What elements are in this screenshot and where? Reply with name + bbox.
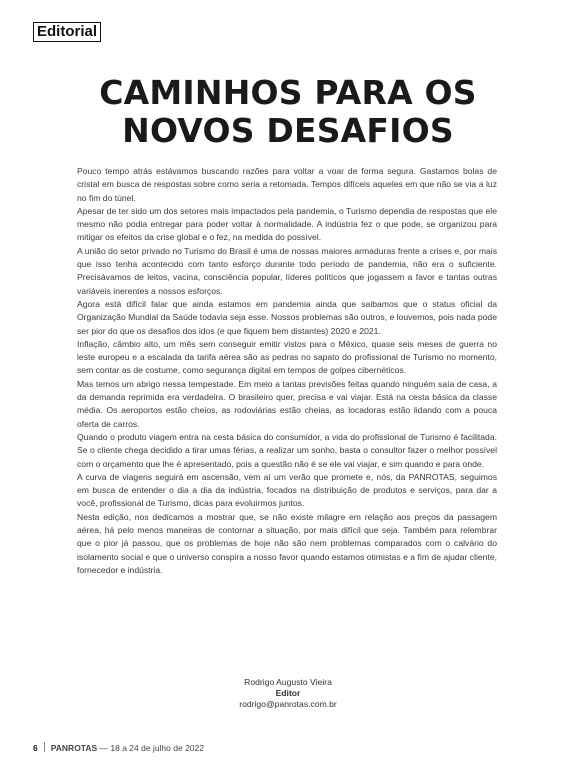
article-paragraph: Inflação, câmbio alto, um mês sem conseguir emitir vistos para o México, quase seis meses de guerra no leste europeu e a escalada da tarifa aérea são as pedras no sapato do profissional de Turismo no momento, sem contar as de costume, como segurança digital em tempos de golpes cibernéticos. — [77, 338, 497, 376]
article-headline — [0, 74, 576, 150]
article-body — [77, 165, 497, 577]
article-paragraph: Pouco tempo atrás estávamos buscando razões para voltar a voar de forma segura. Gastamos bolas de cristal em busca de respostas sobre como seria a retomada. Tempos difíceis aqueles em que não se via a luz no fim do túnel. — [77, 166, 497, 203]
article-paragraph: Mas temos um abrigo nessa tempestade. Em meio a tantas previsões feitas quando ninguém saía de casa, a da demanda reprimida era verdadeira. O brasileiro quer, precisa e vai viajar. Está na cesta básica da classe média. Os aeroportos estão cheios, as rodoviárias estão cheias, as locadoras estão lidando com a pouca oferta de carros. — [77, 378, 497, 429]
author-name: Rodrigo Augusto Vieira — [244, 677, 332, 687]
edition-date: — 18 a 24 de julho de 2022 — [97, 743, 204, 753]
article-paragraph: Quando o produto viagem entra na cesta básica do consumidor, a vida do profissional de Turismo é facilitada. Se o cliente chega decidido a tirar umas férias, a realizar um sonho, basta o consultor fazer o melhor possível com o orçamento que lhe é apresentado, pois a questão não é se ele vai viajar, e sim quando e para onde. — [77, 431, 497, 469]
section-label: Editorial — [33, 22, 101, 42]
publication-name: PANROTAS — [50, 743, 98, 753]
page-number: 6 — [33, 743, 38, 753]
page-footer — [33, 742, 204, 753]
article-paragraph: Agora está difícil falar que ainda estamos em pandemia ainda que saibamos que o status oficial da Organização Mundial da Saúde todavia seja esse. Nossos problemas são outros, e louvemos, pois nada pode ser pior do que os desafios dos idos (e que fiquem bem distantes) 2020 e 2021. — [77, 298, 497, 336]
article-paragraph: A união do setor privado no Turismo do Brasil é uma de nossas maiores armaduras frente a crises e, por mais que isso tenha acontecido com tanto esforço durante todo período de pandemia, não era o suficiente. Precisávamos de leitos, vacina, consciência popular, líderes políticos que jogassem a favor e tantas outras variáveis inerentes a nossos esforços. — [77, 245, 497, 296]
headline-line-1: CAMINHOS PARA OS — [99, 73, 477, 112]
author-email[interactable]: rodrigo@panrotas.com.br — [239, 699, 337, 709]
author-signature — [0, 677, 576, 710]
footer-divider — [44, 742, 45, 752]
headline-line-2: NOVOS DESAFIOS — [122, 111, 454, 150]
article-paragraph: A curva de viagens seguirá em ascensão, vem aí um verão que promete e, nós, da PANROTAS, seguimos em busca de entender o dia a dia da indústria, focados na distribuição de produtos e serviços, para dar a você, profissional de Turismo, dicas para evoluirmos juntos. — [77, 471, 497, 509]
article-paragraph: Nesta edição, nos dedicamos a mostrar que, se não existe milagre em relação aos preços da passagem aérea, há pelo menos maneiras de contornar a situação, por mais difícil que seja. Também para relembrar que o pior já passou, que os problemas de hoje não são nem problemas comparados com o calvário do isolamento social e que o universo conspira a nosso favor quando estamos otimistas e a fim de ajudar cliente, fornecedor e indústria. — [77, 511, 497, 575]
author-role: Editor — [275, 688, 301, 698]
article-paragraph: Apesar de ter sido um dos setores mais impactados pela pandemia, o Turismo dependia de respostas que ele mesmo não podia entregar para poder voltar à normalidade. A indústria fez o que pode, se organizou para mitigar os efeitos da crise global e o fez, na medida do possível. — [77, 205, 497, 243]
